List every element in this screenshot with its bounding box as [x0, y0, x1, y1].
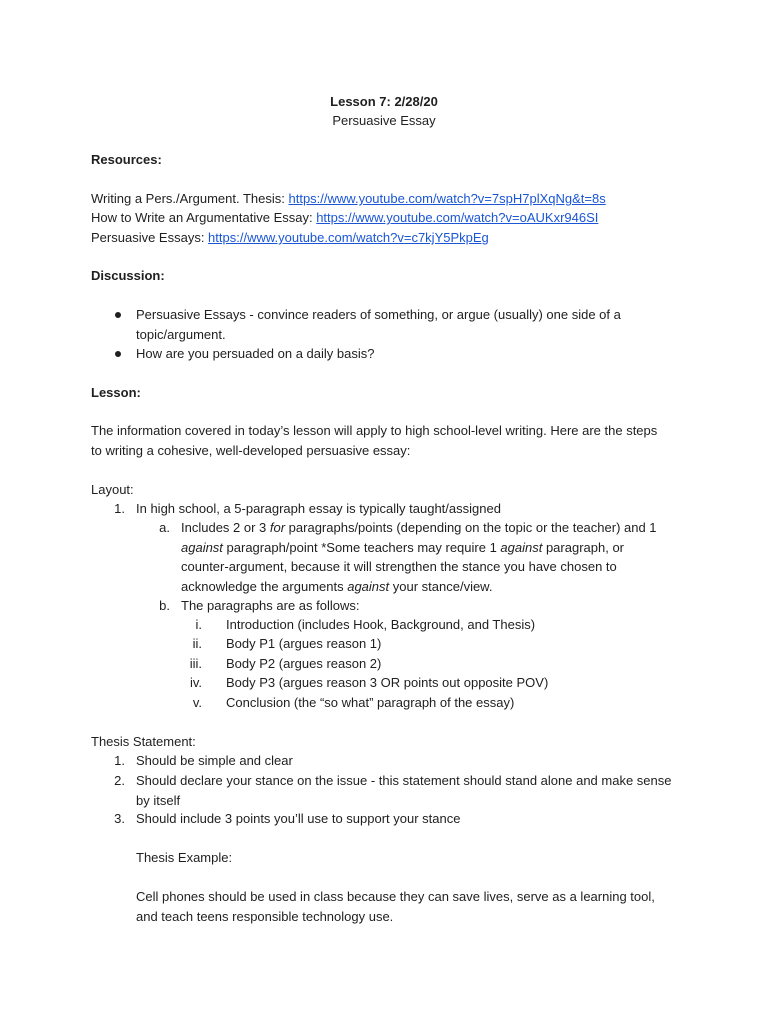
layout-subitem-b: The paragraphs are as follows:: [181, 598, 360, 613]
paragraph-item: Body P1 (argues reason 1): [226, 636, 382, 651]
bullet-icon: [115, 312, 121, 318]
list-number: 1.: [114, 501, 125, 516]
resource-label: Writing a Pers./Argument. Thesis:: [91, 191, 289, 206]
resource-label: How to Write an Argumentative Essay:: [91, 210, 317, 225]
paragraph-item: Body P3 (argues reason 3 OR points out opposite POV): [226, 675, 549, 690]
list-letter: b.: [159, 598, 170, 613]
list-number: 2.: [114, 773, 125, 788]
thesis-example-label: Thesis Example:: [136, 850, 233, 865]
thesis-item: Should declare your stance on the issue - this statement should stand alone and make sense by itself: [136, 773, 672, 808]
thesis-label: Thesis Statement:: [91, 734, 196, 749]
thesis-example-text: Cell phones should be used in class because they can save lives, serve as a learning tool, and teach teens responsible technology use.: [136, 889, 655, 924]
discussion-bullet: How are you persuaded on a daily basis?: [136, 346, 375, 361]
resource-item: [91, 228, 489, 248]
list-roman: iv.: [189, 675, 202, 690]
list-roman: v.: [192, 695, 202, 710]
lesson-subtitle: Persuasive Essay: [332, 113, 436, 128]
bullet-icon: [115, 351, 121, 357]
list-number: 3.: [114, 811, 125, 826]
list-number: 1.: [114, 753, 125, 768]
paragraph-item: Conclusion (the “so what” paragraph of the essay): [226, 695, 515, 710]
thesis-item: Should be simple and clear: [136, 753, 293, 768]
layout-subitem-a: Includes 2 or 3 for paragraphs/points (depending on the topic or the teacher) and 1 against paragraph/point *Some teachers may require 1 against paragraph, or counter-argument, because it will strengthen the stance you have chosen to acknowledge the arguments against your stance/view.: [181, 520, 657, 594]
list-roman: ii.: [192, 636, 202, 651]
layout-item: In high school, a 5-paragraph essay is typically taught/assigned: [136, 501, 501, 516]
thesis-item: Should include 3 points you’ll use to support your stance: [136, 811, 461, 826]
resource-link[interactable]: https://www.youtube.com/watch?v=oAUKxr946SI: [316, 210, 599, 225]
paragraph-item: Introduction (includes Hook, Background, and Thesis): [226, 617, 536, 632]
paragraph-item: Body P2 (argues reason 2): [226, 656, 382, 671]
list-roman: iii.: [189, 656, 202, 671]
resource-link[interactable]: https://www.youtube.com/watch?v=c7kjY5PkpEg: [208, 230, 489, 245]
resources-heading: Resources:: [91, 152, 162, 167]
lesson-heading: Lesson:: [91, 385, 141, 400]
resource-item: [91, 189, 606, 209]
list-roman: i.: [195, 617, 202, 632]
layout-label: Layout:: [91, 482, 134, 497]
lesson-title: Lesson 7: 2/28/20: [330, 94, 438, 109]
discussion-heading: Discussion:: [91, 268, 165, 283]
list-letter: a.: [159, 520, 170, 535]
lesson-intro: The information covered in today’s lesson will apply to high school-level writing. Here are the steps to writing a cohesive, well-developed persuasive essay:: [91, 423, 658, 458]
resource-link[interactable]: https://www.youtube.com/watch?v=7spH7plXqNg&t=8s: [288, 191, 606, 206]
resource-item: [91, 208, 598, 228]
discussion-bullet: Persuasive Essays - convince readers of something, or argue (usually) one side of a topic/argument.: [136, 307, 621, 342]
resource-label: Persuasive Essays:: [91, 230, 209, 245]
